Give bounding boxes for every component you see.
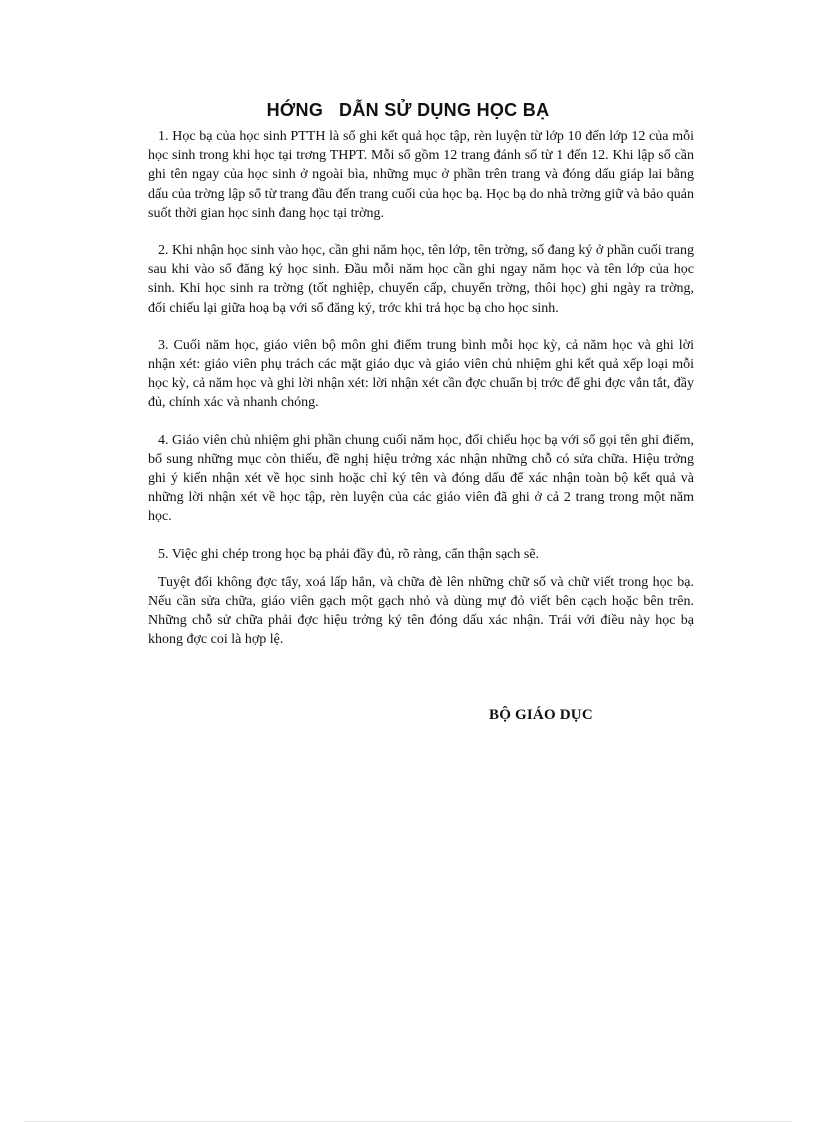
paragraph-2: 2. Khi nhận học sinh vào học, cần ghi năm học, tên lớp, tên trờng, số đang ký ở phần cuối trang sau khi vào sổ đăng ký học sinh. Đầu mỗi năm học cần ghi ngay năm học và tên lớp của học sinh. Khi học sinh ra trờng (tốt nghiệp, chuyển cấp, chuyển trờng, thôi học) ghi ngày ra trờng, đối chiếu lại giữa hoạ bạ với sổ đăng ký, trớc khi trả học bạ cho học sinh. xyxy=(148,243,694,316)
page-bottom-divider xyxy=(24,1121,792,1122)
paragraph-5: 5. Việc ghi chép trong học bạ phải đầy đủ, rõ ràng, cẩn thận sạch sẽ. xyxy=(158,546,540,562)
paragraph-1: 1. Học bạ của học sinh PTTH là sổ ghi kết quả học tập, rèn luyện từ lớp 10 đến lớp 12 của mỗi học sinh trong khi học tại trơng THPT. Mỗi sổ gồm 12 trang đánh số từ 1 đến 12. Khi lập sổ cần ghi tên ngay của học sinh ở ngoài bìa, những mục ở phần trên trang và đóng dấu giáp lai bằng dấu của trờng lập sổ từ trang đầu đến trang cuối của học bạ. Học bạ do nhà trờng giữ và bảo quản suốt thời gian học sinh đang học tại trờng. xyxy=(148,129,694,221)
document-body xyxy=(148,127,694,650)
signature-ministry: BỘ GIÁO DỤC xyxy=(489,707,593,723)
document-title: HỚNG DẪN SỬ DỤNG HỌC BẠ xyxy=(266,100,550,120)
paragraph-6: Tuyệt đối không đợc tẩy, xoá lấp hẳn, và chữa đè lên những chữ số và chữ viết trong học bạ. Nếu cần sửa chữa, giáo viên gạch một gạch nhỏ và dùng mự đỏ viết bên cạch hoặc bên trên. Những chỗ sử chữa phải đợc hiệu trởng ký tên đóng dấu xác nhận. Trái với điều này học bạ khong đợc coi là hợp lệ. xyxy=(148,574,694,648)
paragraph-3: 3. Cuối năm học, giáo viên bộ môn ghi điểm trung bình mỗi học kỳ, cả năm học và ghi lời nhận xét: giáo viên phụ trách các mặt giáo dục và giáo viên chủ nhiệm ghi kết quả xếp loại mỗi học kỳ, cả năm học và ghi lời nhận xét: lời nhận xét cần đợc chuẩn bị trớc để ghi đợc vắn tắt, đầy đủ, chính xác và nhanh chóng. xyxy=(148,337,694,411)
paragraph-4: 4. Giáo viên chủ nhiệm ghi phần chung cuối năm học, đối chiếu học bạ với sổ gọi tên ghi điểm, bổ sung những mục còn thiếu, đề nghị hiệu trởng xác nhận những chỗ có sửa chữa. Hiệu trởng ghi ý kiến nhận xét về học sinh hoặc chỉ ký tên và đóng dấu để xác nhận toàn bộ kết quả và những lời nhận xét về học tập, rèn luyện của các giáo viên đã ghi ở cả 2 trang trong một năm học. xyxy=(148,432,694,525)
